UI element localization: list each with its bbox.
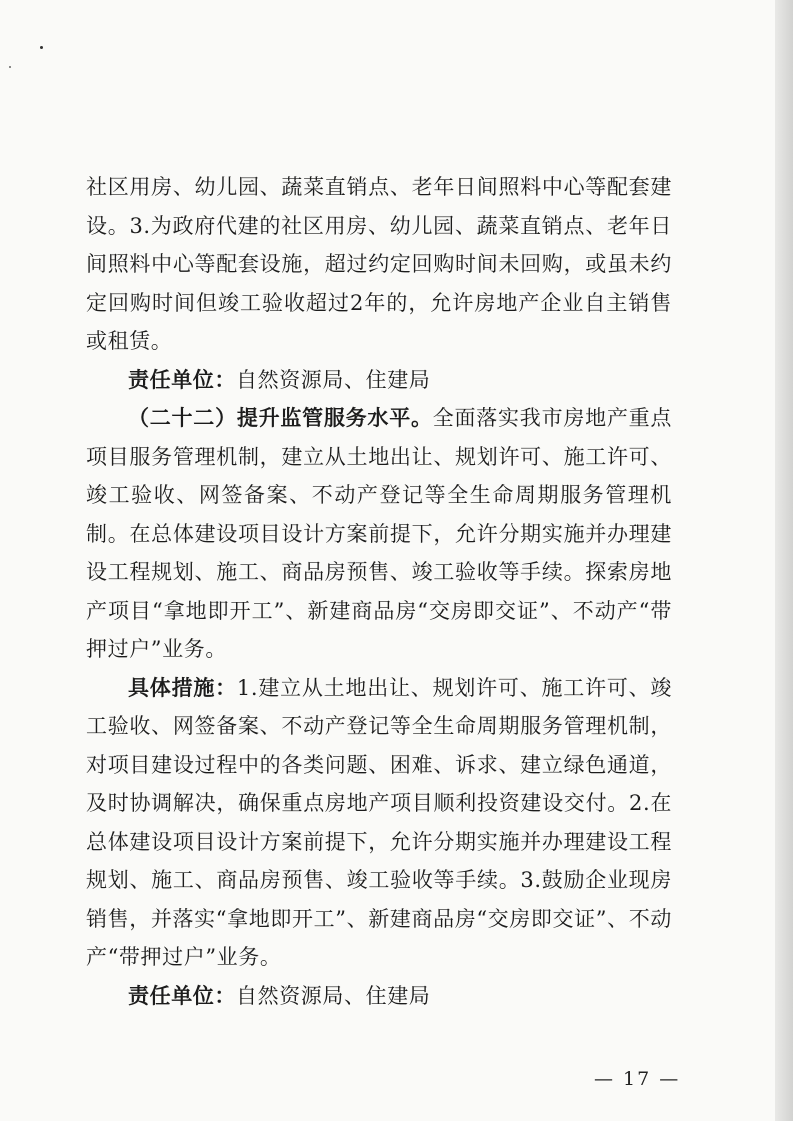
section-heading: （二十二）提升监管服务水平。 <box>128 406 433 430</box>
section-body: 全面落实我市房地产重点项目服务管理机制，建立从土地出让、规划许可、施工许可、竣工验收、网签备案、不动产登记等全生命周期服务管理机制。在总体建设项目设计方案前提下，允许分期实施并办理建设工程规划、施工、商品房预售、竣工验收等手续。探索房地产项目“拿地即开工”、新建商品房“交房即交证”、不动产“带押过户”业务。 <box>86 406 672 661</box>
scan-speck-small <box>9 66 11 68</box>
responsibility-label: 责任单位： <box>128 367 236 392</box>
scan-speck <box>40 46 43 49</box>
page-number: — 17 — <box>594 1068 681 1090</box>
measures-paragraph <box>86 669 672 977</box>
section-paragraph <box>86 399 672 669</box>
responsibility-line-1 <box>86 361 672 400</box>
responsibility-label: 责任单位： <box>128 983 236 1008</box>
scan-edge-shadow <box>775 0 793 1121</box>
measures-label: 具体措施： <box>128 675 237 700</box>
paragraph-continuation: 社区用房、幼儿园、蔬菜直销点、老年日间照料中心等配套建设。3.为政府代建的社区用房、幼儿园、蔬菜直销点、老年日间照料中心等配套设施，超过约定回购时间未回购，或虽未约定回购时间但竣工验收超过2年的，允许房地产企业自主销售或租赁。 <box>86 175 672 353</box>
document-body <box>86 168 672 1015</box>
responsibility-value: 自然资源局、住建局 <box>236 367 431 392</box>
measures-body: 1.建立从土地出让、规划许可、施工许可、竣工验收、网签备案、不动产登记等全生命周期服务管理机制，对项目建设过程中的各类问题、困难、诉求、建立绿色通道，及时协调解决，确保重点房地产项目顺利投资建设交付。2.在总体建设项目设计方案前提下，允许分期实施并办理建设工程规划、施工、商品房预售、竣工验收等手续。3.鼓励企业现房销售，并落实“拿地即开工”、新建商品房“交房即交证”、不动产“带押过户”业务。 <box>86 675 673 969</box>
responsibility-value: 自然资源局、住建局 <box>236 983 431 1008</box>
responsibility-line-2 <box>86 977 672 1016</box>
